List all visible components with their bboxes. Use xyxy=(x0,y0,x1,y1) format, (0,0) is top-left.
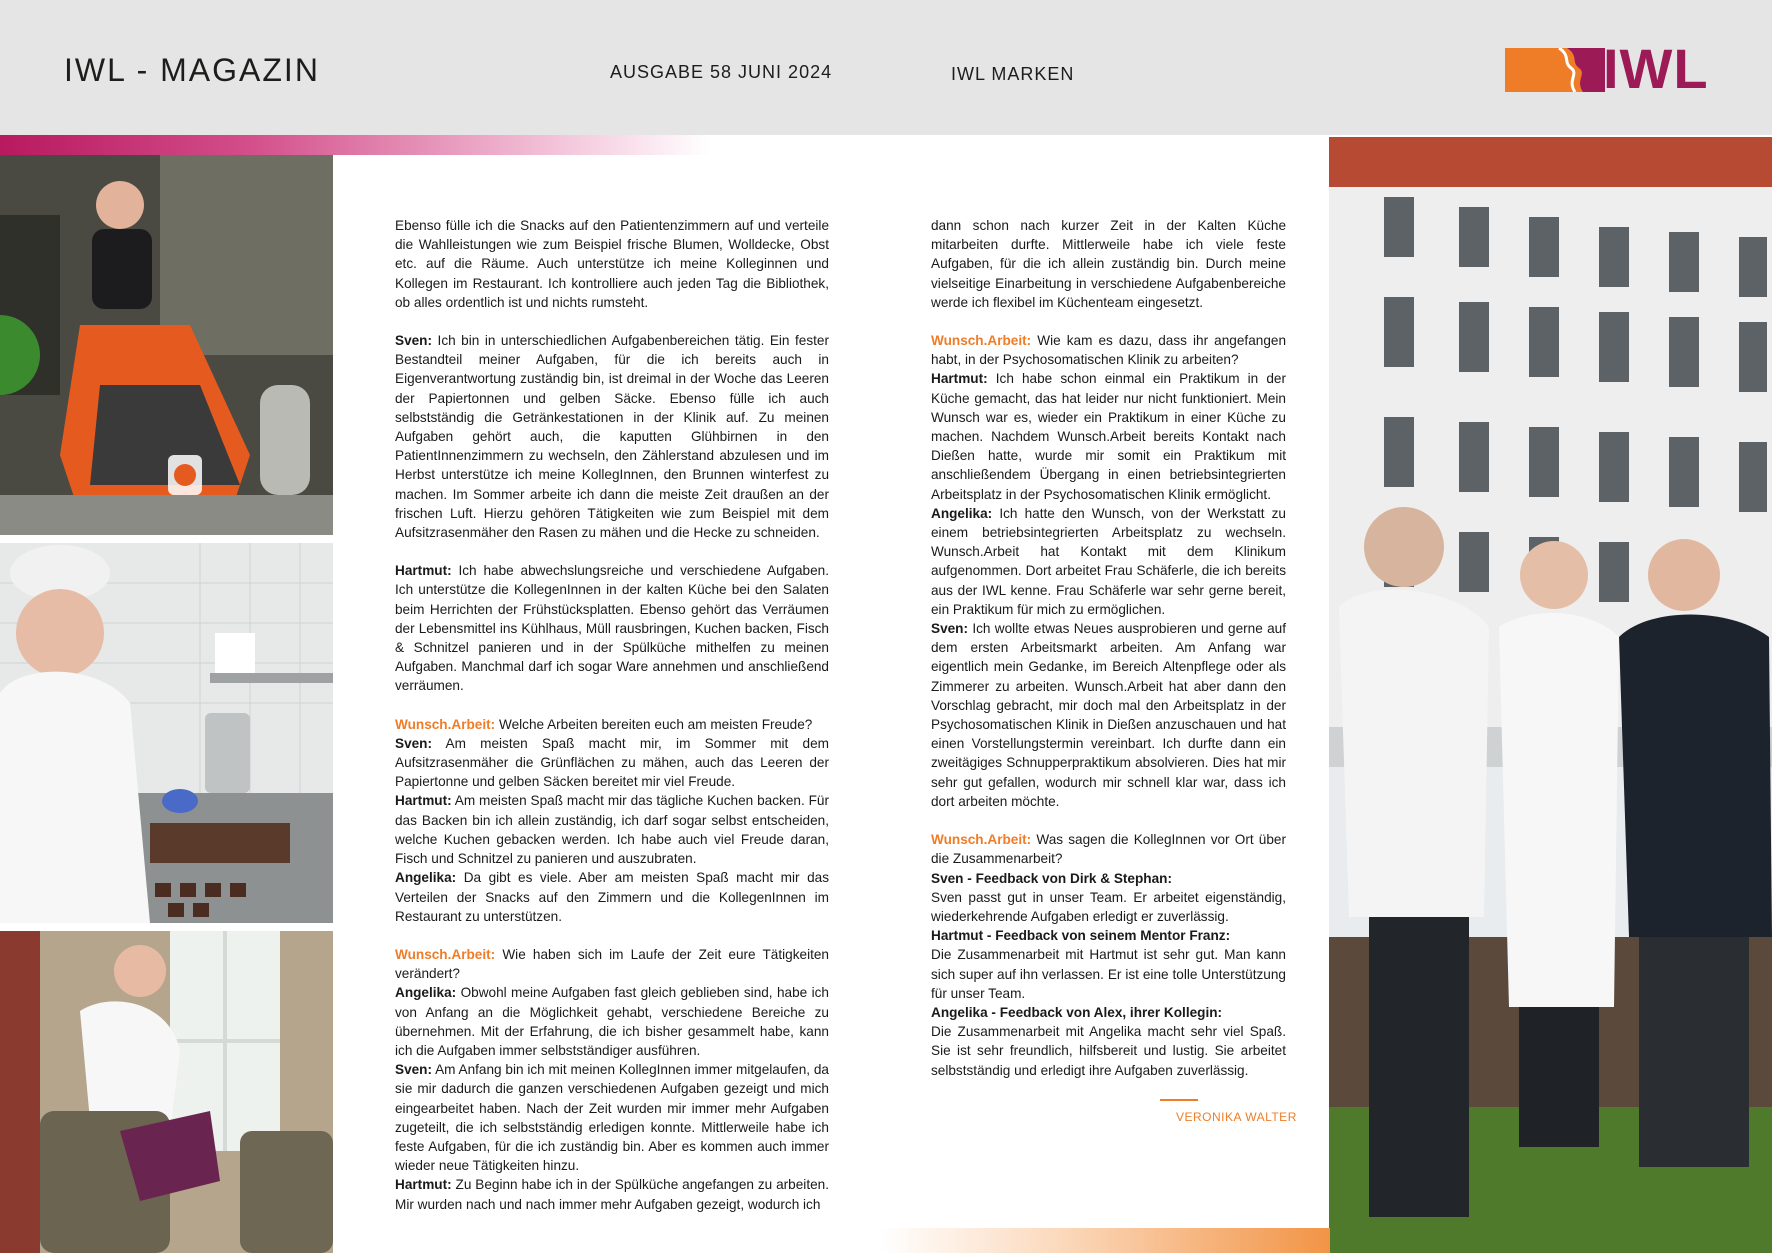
paragraph-text: Ich bin in unterschiedlichen Aufgabenbereichen tätig. Ein fester Bestandteil meiner Aufgaben, für die ich bereits auch in Eigenverantwortung zuständig bin, ist dreimal in der Woche das Leeren der Papiertonnen und gelben Säcke. Ebenso fülle ich auch selbstständig die Getränkestationen in der Klinik auf. Zu meinen Aufgaben gehört auch, die kaputten Glühbirnen in den PatientInnenzimmern zu wechseln, den Zählerstand abzulesen und im Herbst unterstütze ich meine KollegInnen, den Brunnen winterfest zu machen. Im Sommer arbeite ich dann die meiste Zeit draußen an der frischen Luft. Hierzu gehören Tätigkeiten wie zum Beispiel mit dem Aufsitzrasenmäher den Rasen zu mähen und die Hecke zu schneiden. xyxy=(395,333,829,541)
speaker-label: Hartmut: xyxy=(395,793,452,809)
question-block xyxy=(395,945,829,1214)
speaker-label: Hartmut: xyxy=(395,1177,452,1193)
page-header xyxy=(0,0,1772,135)
question-text: Wie kam es dazu, dass ihr angefangen habt, in der Psychosomatischen Klinik zu arbeiten? xyxy=(931,333,1286,368)
feedback-heading: Angelika - Feedback von Alex, ihrer Kollegin: xyxy=(931,1004,1223,1020)
speaker-label: Sven: xyxy=(395,735,433,751)
answer-text: Am Anfang bin ich mit meinen KollegInnen immer mitgelaufen, da sie mir dadurch die ganzen verschiedenen Aufgaben gezeigt und mich eingearbeitet haben. Nach der Zeit wurden mir immer mehr Aufgaben zugeteilt, die ich selbstständig erledigen konnte. Mittlerweile habe ich feste Aufgaben, für die ich zuständig bin. Aber es kommen auch immer wieder neue Tätigkeiten hinzu. xyxy=(395,1062,829,1174)
article-left-column xyxy=(395,216,829,1233)
answer-text: Zu Beginn habe ich in der Spülküche angefangen zu arbeiten. Mir wurden nach und nach immer mehr Aufgaben gezeigt, wodurch ich xyxy=(395,1177,829,1212)
paragraph-text: Ich habe abwechslungsreiche und verschiedene Aufgaben. Ich unterstütze die KollegenInnen in der kalten Küche bei den Salaten beim Herrichten der Frühstücksplatten. Ebenso gehört das Verräumen der Lebensmittel ins Kühlhaus, Müll rausbringen, Kuchen backen, Fisch & Schnitzel panieren und in der Spülküche mithelfen zu meinen Aufgaben. Manchmal darf ich sogar Ware annehmen und anschließend verräumen. xyxy=(395,563,829,694)
photo-illustration xyxy=(0,155,333,535)
answer-text: Obwohl meine Aufgaben fast gleich geblieben sind, habe ich von Anfang an die Möglichkeit gehabt, verschiedene Bereiche zu übernehmen. Mit der Erfahrung, die ich bisher gesammelt habe, kann ich die Aufgaben immer selbstständiger ausführen. xyxy=(395,985,829,1058)
answer-text: Am meisten Spaß macht mir das tägliche Kuchen backen. Für das Backen bin ich allein zuständig, ich darf sogar selbst entscheiden, welche Kuchen gebacken werden. Ich habe auch viel Freude daran, Fisch und Schnitzel zu panieren und auszubraten. xyxy=(395,793,829,867)
speaker-label: Angelika: xyxy=(395,870,457,886)
speaker-label: Angelika: xyxy=(931,505,993,521)
photo-illustration xyxy=(0,543,333,923)
paragraph-text: dann schon nach kurzer Zeit in der Kalten Küche mitarbeiten durfte. Mittlerweile habe ich viele feste Aufgaben, für die ich allein zuständig bin. Durch meine vielseitige Einarbeitung in verschiedene Aufgabenbereiche werde ich flexibel im Küchenteam eingesetzt. xyxy=(931,218,1286,310)
question-text: Welche Arbeiten bereiten euch am meisten Freude? xyxy=(495,716,813,732)
feedback-text: Die Zusammenarbeit mit Hartmut ist sehr gut. Man kann sich super auf ihn verlassen. Er ist eine tolle Unterstützung für unser Team. xyxy=(931,947,1286,1001)
logo-wordmark: IWL xyxy=(1603,37,1709,100)
question-label: Wunsch.Arbeit: xyxy=(931,333,1032,349)
photo-team-building xyxy=(1329,137,1772,1253)
paragraph xyxy=(395,331,829,542)
speaker-label: Hartmut: xyxy=(931,371,988,387)
question-block xyxy=(395,715,829,926)
logo-profile-icon xyxy=(1549,48,1605,92)
speaker-label: Sven: xyxy=(931,621,969,637)
feedback-heading: Sven - Feedback von Dirk & Stephan: xyxy=(931,870,1172,886)
paragraph xyxy=(395,216,829,312)
question-label: Wunsch.Arbeit: xyxy=(931,832,1032,848)
section-title: IWL MARKEN xyxy=(951,64,1075,84)
photo-sven-lawnmower xyxy=(0,155,333,535)
speaker-label: Hartmut: xyxy=(395,563,452,579)
answer-text: Ich hatte den Wunsch, von der Werkstatt zu einem betriebsintegrierten Arbeitsplatz zu wechseln. Wunsch.Arbeit hat Kontakt mit dem Klinikum aufgenommen. Dort arbeitet Frau Schäferle, die ich bereits aus der IWL kenne. Frau Schäferle war sehr gerne bereit, ein Praktikum für mich zu ermöglichen. xyxy=(931,505,1286,617)
photo-hartmut-kitchen xyxy=(0,543,333,923)
photo-illustration xyxy=(0,931,333,1253)
feedback-heading: Hartmut - Feedback von seinem Mentor Franz: xyxy=(931,928,1231,944)
paragraph-text: Ebenso fülle ich die Snacks auf den Patientenzimmern auf und verteile die Wahlleistungen wie zum Beispiel frische Blumen, Wolldecke, Obst etc. auf die Räume. Auch unterstütze ich meine Kolleginnen und Kollegen im Restaurant. Ich kontrolliere auch jeden Tag die Bibliothek, ob alles ordentlich ist und nichts rumsteht. xyxy=(395,218,829,310)
answer-text: Am meisten Spaß macht mir, im Sommer mit dem Aufsitzrasenmäher die Grünflächen zu mähen, auch das Leeren der Papiertonne und gelben Säcken bereitet mir viel Freude. xyxy=(395,735,829,790)
question-block xyxy=(931,331,1286,811)
photo-angelika-room xyxy=(0,931,333,1253)
feedback-text: Sven passt gut in unser Team. Er arbeitet eigenständig, wiederkehrende Aufgaben erledigt er zuverlässig. xyxy=(931,889,1286,924)
answer-text: Ich habe schon einmal ein Praktikum in der Küche gemacht, das hat leider nur nicht funktioniert. Mein Wunsch war es, wieder ein Praktikum in einer Küche zu machen. Nachdem Wunsch.Arbeit bereits Kontakt nach Dießen hatte, wurde mir somit ein Praktikum mit anschließendem Übergang in einen betriebsintegrierten Arbeitsplatz in der Psychosomatischen Klinik ermöglicht. xyxy=(931,371,1286,502)
top-gradient-bar xyxy=(0,135,710,155)
question-text: Wie haben sich im Laufe der Zeit eure Tätigkeiten verändert? xyxy=(395,946,829,982)
answer-text: Da gibt es viele. Aber am meisten Spaß macht mir das Verteilen der Snacks auf den Zimmern und die KollegenInnen im Restaurant zu unterstützen. xyxy=(395,870,829,924)
feedback-text: Die Zusammenarbeit mit Angelika macht sehr viel Spaß. Sie ist sehr freundlich, hilfsbereit und lustig. Sie arbeitet selbstständig und erledigt ihre Aufgaben zuverlässig. xyxy=(931,1024,1286,1078)
speaker-label: Sven: xyxy=(395,333,433,349)
paragraph xyxy=(395,561,829,695)
issue-info: AUSGABE 58 JUNI 2024 xyxy=(610,62,833,82)
iwl-logo xyxy=(1505,37,1709,100)
author-name: VERONIKA WALTER xyxy=(1176,1110,1297,1124)
speaker-label: Sven: xyxy=(395,1062,433,1078)
question-label: Wunsch.Arbeit: xyxy=(395,946,496,962)
speaker-label: Angelika: xyxy=(395,985,457,1001)
answer-text: Ich wollte etwas Neues ausprobieren und gerne auf dem ersten Arbeitsmarkt arbeiten. Am Anfang war eigentlich mein Gedanke, im Bereich Altenpflege oder als Zimmerer zu arbeiten. Wunsch.Arbeit hat aber dann den Vorschlag gebracht, mir doch mal den Arbeitsplatz in der Psychosomatischen Klinik in Dießen anzuschauen und hat einen Vorstellungstermin vereinbart. Ich durfte dann ein zweitägiges Schnupperpraktikum absolvieren. Dies hat mir sehr gut gefallen, wodurch mir schnell klar war, dass ich dort arbeiten möchte. xyxy=(931,621,1286,809)
magazine-title: IWL - MAGAZIN xyxy=(64,52,320,88)
article-right-column xyxy=(931,216,1286,1099)
bottom-gradient-bar xyxy=(880,1228,1330,1253)
paragraph xyxy=(931,216,1286,312)
question-label: Wunsch.Arbeit: xyxy=(395,716,496,732)
question-text: Was sagen die KollegInnen vor Ort über die Zusammenarbeit? xyxy=(931,832,1286,867)
question-block xyxy=(931,830,1286,1080)
author-divider xyxy=(1160,1099,1198,1101)
photo-illustration xyxy=(1329,137,1772,1253)
